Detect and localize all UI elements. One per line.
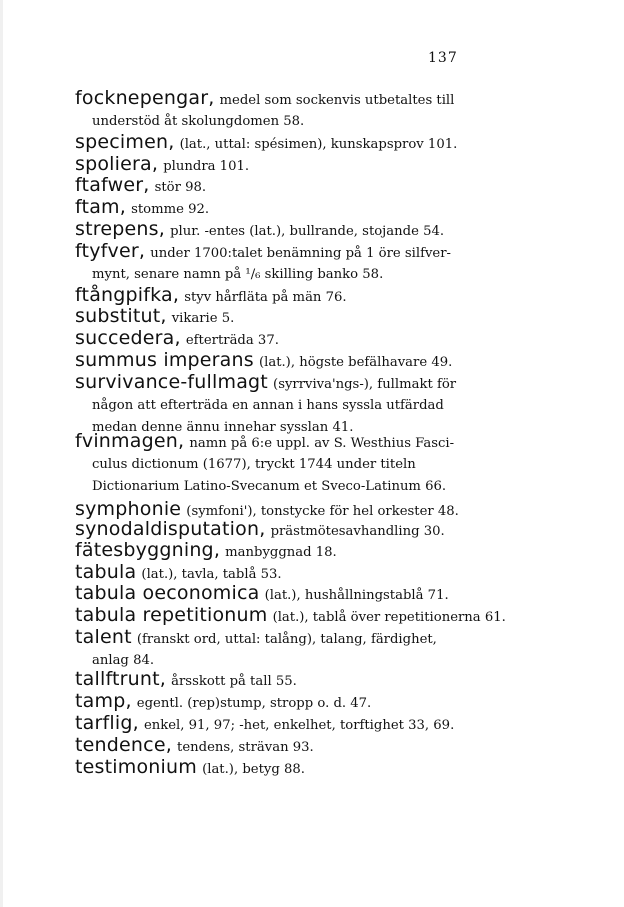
- glossary-entry: [75, 626, 475, 670]
- glossary-entry: [75, 690, 475, 712]
- entry-headword: spoliera,: [75, 153, 159, 175]
- glossary-entry: [75, 371, 475, 437]
- entry-definition: (syrrviva'ngs-), fullmakt för: [273, 377, 457, 392]
- entry-headword: focknepengar,: [75, 87, 215, 109]
- entry-definition: mynt, senare namn på ¹/₆ skilling banko 58.: [92, 267, 384, 282]
- entry-headword: tallftrunt,: [75, 668, 167, 690]
- entry-headword: succedera,: [75, 327, 181, 349]
- entry-headword: ftångpifka,: [75, 284, 180, 306]
- glossary-entry: [75, 327, 475, 349]
- entry-definition: stör 98.: [154, 180, 207, 195]
- entry-definition: enkel, 91, 97; -het, enkelhet, torftighet 33, 69.: [143, 718, 455, 733]
- glossary-entry: [75, 284, 475, 306]
- entry-headword: ftafwer,: [75, 174, 150, 196]
- glossary-entry: [75, 604, 506, 626]
- entry-headword: fätesbyggning,: [75, 539, 221, 561]
- entry-definition: vikarie 5.: [171, 311, 235, 326]
- entry-headword: strepens,: [75, 218, 165, 240]
- glossary-entry: [75, 582, 475, 604]
- entry-definition: manbyggnad 18.: [225, 545, 337, 560]
- glossary-entry: [75, 218, 475, 240]
- entry-definition: (lat.), tablå över repetitionerna 61.: [272, 610, 506, 625]
- entry-definition: (lat.), tavla, tablå 53.: [141, 567, 282, 582]
- entry-definition: namn på 6:e uppl. av S. Westhius Fasci-: [189, 436, 455, 451]
- glossary-entry: [75, 756, 475, 778]
- entry-headword: tarflig,: [75, 712, 139, 734]
- glossary-entry: [75, 153, 475, 175]
- glossary-entry: [75, 305, 475, 327]
- entry-headword: substitut,: [75, 305, 167, 327]
- page-number: 137: [428, 50, 458, 66]
- glossary-entry: [75, 87, 475, 131]
- entry-definition: tendens, strävan 93.: [177, 740, 314, 755]
- entry-headword: testimonium: [75, 756, 197, 778]
- entry-headword: tabula oeconomica: [75, 582, 260, 604]
- entry-headword: survivance-fullmagt: [75, 371, 268, 393]
- entry-definition: (lat., uttal: spésimen), kunskapsprov 101.: [179, 137, 458, 152]
- entry-headword: specimen,: [75, 131, 175, 153]
- glossary-entry: [75, 734, 475, 756]
- entry-definition: plundra 101.: [163, 159, 250, 174]
- entry-definition: egentl. (rep)stump, stropp o. d. 47.: [136, 696, 372, 711]
- entry-definition: (lat.), betyg 88.: [202, 762, 305, 777]
- glossary-entry: [75, 561, 475, 583]
- entry-definition: under 1700:talet benämning på 1 öre silfver-: [150, 246, 451, 261]
- entry-definition: årsskott på tall 55.: [171, 674, 297, 689]
- entry-headword: talent: [75, 626, 132, 648]
- glossary-entry: [75, 174, 475, 196]
- glossary-entry: [75, 539, 475, 561]
- glossary-entry: [75, 131, 475, 153]
- entry-definition: (lat.), högste befälhavare 49.: [258, 355, 453, 370]
- entry-definition: (lat.), hushållningstablå 71.: [264, 588, 449, 603]
- entry-headword: synodaldisputation,: [75, 518, 266, 540]
- entry-headword: ftam,: [75, 196, 126, 218]
- glossary-entry: [75, 518, 475, 540]
- entry-headword: symphonie: [75, 498, 182, 520]
- entry-definition: (symfoni'), tonstycke för hel orkester 48.: [186, 504, 459, 519]
- entry-headword: tamp,: [75, 690, 132, 712]
- entry-definition: (franskt ord, uttal: talång), talang, färdighet,: [136, 632, 437, 647]
- glossary-entry: [75, 712, 475, 734]
- entry-definition: anlag 84.: [92, 653, 155, 668]
- entry-definition: styv hårfläta på män 76.: [184, 290, 347, 305]
- entry-headword: tabula: [75, 561, 137, 583]
- entry-definition: medel som sockenvis utbetaltes till: [219, 93, 455, 108]
- glossary-entry: [75, 498, 475, 520]
- entry-definition: prästmötesavhandling 30.: [270, 524, 445, 539]
- entry-headword: tendence,: [75, 734, 172, 756]
- glossary-entry: [75, 430, 475, 496]
- entry-definition: någon att efterträda en annan i hans syssla utfärdad: [92, 398, 444, 413]
- entry-definition: understöd åt skolungdomen 58.: [92, 114, 305, 129]
- entry-definition: efterträda 37.: [185, 333, 279, 348]
- entry-definition: medan denne ännu innehar sysslan 41.: [92, 420, 354, 435]
- entry-headword: tabula repetitionum: [75, 604, 268, 626]
- glossary-entry: [75, 196, 475, 218]
- entry-definition: culus dictionum (1677), tryckt 1744 under titeln: [92, 457, 416, 472]
- entry-definition: Dictionarium Latino-Svecanum et Sveco-Latinum 66.: [92, 479, 447, 494]
- entry-definition: plur. -entes (lat.), bullrande, stojande 54.: [170, 224, 445, 239]
- page-edge: [0, 0, 3, 907]
- entry-headword: fvinmagen,: [75, 430, 185, 452]
- entry-definition: stomme 92.: [131, 202, 210, 217]
- glossary-entry: [75, 349, 475, 371]
- entry-headword: summus imperans: [75, 349, 254, 371]
- glossary-entry: [75, 668, 475, 690]
- glossary-entry: [75, 240, 475, 284]
- entry-headword: ftyfver,: [75, 240, 146, 262]
